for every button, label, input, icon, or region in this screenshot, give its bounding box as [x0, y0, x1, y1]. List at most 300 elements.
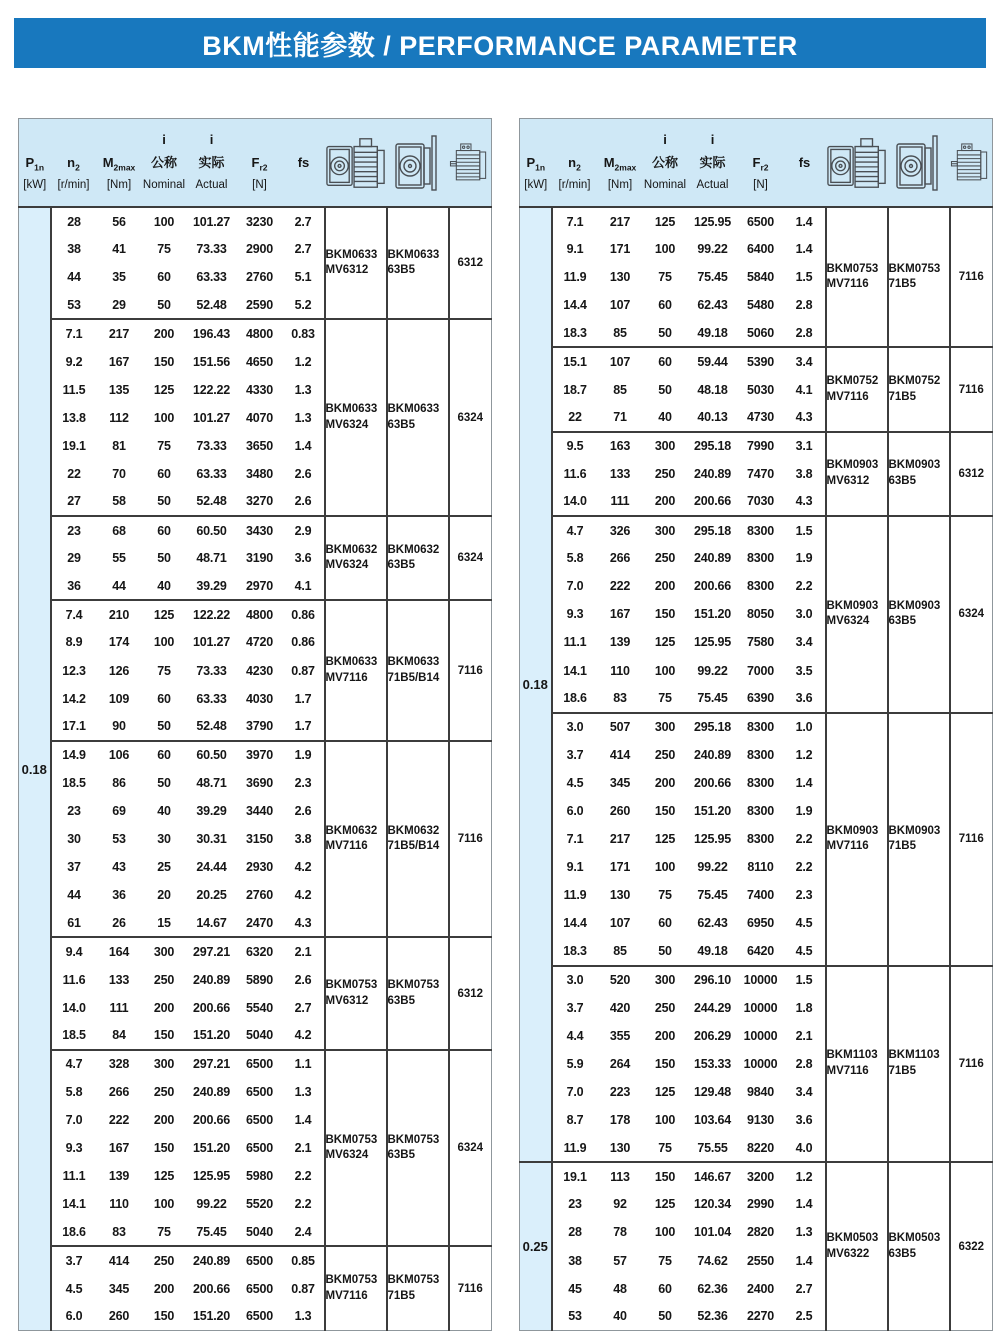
cell-nominal: 100: [654, 1113, 676, 1128]
cell-n2: 36: [67, 578, 81, 593]
cell-nominal: 300: [643, 432, 688, 460]
header-unit: Nominal: [643, 179, 687, 191]
cell-nominal: 50: [157, 297, 171, 312]
cell-fr2: 4720: [245, 635, 273, 650]
cell-actual: 200.66: [192, 1113, 231, 1128]
p1n-cell: 0.18: [19, 207, 51, 1331]
cell-nominal: 75: [157, 438, 171, 453]
bearing-cell: 6312: [449, 937, 492, 1049]
performance-table-right: [519, 118, 993, 1331]
cell-m2max: 222: [108, 1113, 130, 1128]
cell-fr2: 6500: [245, 1141, 273, 1156]
performance-table-left-container: [18, 118, 492, 1331]
model-line: 63B5: [888, 1247, 916, 1260]
cell-nominal: 75: [658, 1140, 672, 1155]
cell-n2: 28: [51, 207, 97, 235]
cell-fr2: 10000: [743, 1056, 778, 1071]
model-line: BKM0903: [888, 459, 941, 472]
cell-m2max: 210: [97, 600, 142, 628]
cell-n2: 18.6: [563, 691, 587, 706]
cell-nominal: 250: [654, 1000, 676, 1015]
cell-n2: 22: [568, 410, 582, 425]
model-mv-cell: [826, 1162, 888, 1331]
table-row: [520, 1162, 993, 1190]
cell-fs: 3.6: [784, 685, 826, 713]
cell-m2max: 90: [112, 719, 126, 734]
cell-actual: 52.48: [196, 719, 227, 734]
cell-n2: 11.9: [563, 270, 587, 285]
cell-actual: 151.20: [693, 804, 732, 819]
header-unit: [Nm]: [607, 179, 633, 191]
cell-fs: 2.8: [784, 1050, 826, 1078]
cell-fs: 1.4: [283, 432, 325, 460]
model-line: BKM0503: [888, 1232, 941, 1245]
cell-n2: 18.3: [563, 325, 587, 340]
cell-n2: 8.7: [566, 1113, 584, 1128]
cell-nominal: 60: [157, 270, 171, 285]
header-symbol: [97, 151, 142, 174]
model-b5-cell: [387, 600, 449, 740]
cell-actual: 196.43: [187, 319, 237, 347]
model-b5-cell: [387, 937, 449, 1049]
bearing-cell: 6322: [950, 1162, 993, 1331]
cell-n2: 18.6: [62, 1224, 86, 1239]
cell-m2max: 69: [112, 804, 126, 819]
cell-fr2: 8300: [746, 775, 774, 790]
cell-m2max: 133: [108, 972, 130, 987]
cell-fs: 2.7: [283, 994, 325, 1022]
cell-fr2: 7580: [746, 635, 774, 650]
cell-n2: 22: [67, 466, 81, 481]
cell-fs: 4.2: [283, 853, 325, 881]
cell-fs: 2.2: [784, 825, 826, 853]
cell-m2max: 328: [97, 1050, 142, 1078]
cell-fr2: 6420: [746, 943, 774, 958]
cell-nominal: 300: [643, 516, 688, 544]
cell-m2max: 83: [613, 691, 627, 706]
cell-fr2: 6400: [746, 242, 774, 257]
model-mv-cell: [826, 516, 888, 713]
cell-nominal: 75: [658, 1253, 672, 1268]
cell-m2max: 29: [112, 297, 126, 312]
header-symbol: [283, 151, 325, 174]
model-mv-cell: [325, 1246, 387, 1330]
table-row: [520, 207, 993, 235]
model-line: MV6312: [325, 994, 369, 1007]
cell-fr2: 8300: [738, 516, 784, 544]
cell-fr2: 3190: [245, 551, 273, 566]
cell-m2max: 507: [598, 713, 643, 741]
header-symbol-sub: 2: [576, 162, 581, 173]
model-line: BKM0633: [387, 403, 440, 416]
cell-fr2: 3200: [738, 1162, 784, 1190]
col-header-i-nominal: [643, 119, 688, 208]
cell-fr2: 5060: [746, 325, 774, 340]
model-line: MV7116: [826, 840, 869, 853]
cell-actual: 99.22: [697, 860, 728, 875]
cell-fr2: 5040: [245, 1028, 273, 1043]
cell-actual: 200.66: [693, 775, 732, 790]
cell-actual: 240.89: [192, 972, 231, 987]
gearbox-flange-icon: [387, 134, 449, 192]
cell-n2: 3.0: [552, 966, 598, 994]
cell-m2max: 130: [609, 270, 631, 285]
cell-fs: 1.3: [283, 404, 325, 432]
cell-nominal: 100: [153, 1197, 175, 1212]
cell-n2: 7.4: [51, 600, 97, 628]
cell-m2max: 171: [609, 242, 631, 257]
cell-fs: 2.4: [283, 1218, 325, 1246]
header-unit: [kW]: [524, 179, 548, 191]
cell-fs: 0.87: [283, 1275, 325, 1303]
cell-fs: 4.5: [784, 909, 826, 937]
col-header-n2: [51, 119, 97, 208]
cell-fr2: 2990: [746, 1197, 774, 1212]
cell-fr2: 8220: [746, 1140, 774, 1155]
cell-actual: 240.89: [693, 551, 732, 566]
header-unit: [r/min]: [558, 179, 591, 191]
cell-fs: 3.8: [283, 825, 325, 853]
cell-fs: 1.2: [283, 347, 325, 375]
cell-actual: 49.18: [697, 325, 728, 340]
cell-actual: 129.48: [693, 1084, 732, 1099]
cell-nominal: 250: [153, 972, 175, 987]
cell-n2: 12.3: [62, 663, 86, 678]
cell-n2: 44: [67, 888, 81, 903]
header-line-top: [19, 128, 51, 151]
cell-nominal: 150: [654, 804, 676, 819]
cell-fr2: 2930: [245, 860, 273, 875]
cell-fs: 3.8: [784, 460, 826, 488]
cell-actual: 73.33: [196, 438, 227, 453]
bearing-cell: 7116: [950, 347, 993, 431]
cell-actual: 73.33: [196, 663, 227, 678]
cell-m2max: 110: [610, 663, 630, 678]
cell-m2max: 111: [109, 1000, 129, 1015]
cell-fs: 4.3: [283, 909, 325, 937]
cell-fr2: 3690: [245, 775, 273, 790]
model-line: BKM0753: [325, 1274, 378, 1287]
cell-nominal: 40: [658, 410, 672, 425]
cell-nominal: 75: [658, 270, 672, 285]
table-row: [520, 347, 993, 375]
cell-m2max: 113: [598, 1162, 643, 1190]
cell-n2: 18.5: [62, 775, 86, 790]
cell-nominal: 60: [157, 691, 171, 706]
cell-actual: 240.89: [693, 747, 732, 762]
cell-nominal: 200: [654, 494, 676, 509]
cell-nominal: 25: [157, 860, 171, 875]
model-line: BKM0903: [826, 599, 879, 612]
cell-fr2: 5480: [746, 298, 774, 313]
cell-m2max: 414: [609, 747, 631, 762]
bearing-cell: 6324: [449, 516, 492, 600]
table-row: [520, 966, 993, 994]
cell-actual: 122.22: [187, 600, 237, 628]
cell-actual: 52.48: [196, 494, 227, 509]
cell-m2max: 355: [609, 1028, 631, 1043]
cell-m2max: 520: [598, 966, 643, 994]
header-symbol: [784, 151, 826, 174]
cell-fs: 2.3: [283, 769, 325, 797]
cell-m2max: 266: [609, 551, 631, 566]
cell-actual: 240.89: [693, 466, 732, 481]
table-row: [19, 1246, 492, 1274]
cell-actual: 99.22: [697, 242, 728, 257]
cell-fr2: 6500: [245, 1084, 273, 1099]
cell-nominal: 60: [142, 741, 187, 769]
model-line: MV6324: [325, 1149, 369, 1162]
cell-nominal: 20: [157, 888, 171, 903]
cell-m2max: 85: [613, 382, 627, 397]
header-line-top: i: [162, 132, 166, 147]
header-symbol-sub: 1n: [34, 162, 45, 173]
col-header-m2max: [97, 119, 142, 208]
cell-fs: 4.2: [283, 881, 325, 909]
cell-nominal: 60: [142, 516, 187, 544]
model-b5-cell: [888, 966, 950, 1163]
cell-n2: 14.2: [62, 691, 86, 706]
model-line: MV6322: [826, 1247, 870, 1260]
cell-fr2: 5040: [245, 1224, 273, 1239]
cell-fs: 1.4: [784, 1246, 826, 1274]
model-line: MV7116: [325, 1289, 368, 1302]
cell-fr2: 2760: [245, 888, 273, 903]
cell-fs: 1.2: [784, 1162, 826, 1190]
cell-nominal: 50: [157, 775, 171, 790]
cell-fs: 4.3: [784, 488, 826, 516]
cell-m2max: 107: [609, 298, 631, 313]
cell-fr2: 5540: [245, 1000, 273, 1015]
header-line-top: i: [710, 132, 715, 147]
cell-fs: 4.0: [784, 1134, 826, 1162]
cell-actual: 122.22: [192, 382, 231, 397]
cell-nominal: 50: [658, 325, 672, 340]
cell-fr2: 10000: [738, 966, 784, 994]
cell-nominal: 50: [658, 1309, 672, 1324]
cell-n2: 4.4: [566, 1028, 584, 1043]
cell-fs: 1.8: [784, 994, 826, 1022]
cell-m2max: 44: [112, 578, 126, 593]
cell-m2max: 57: [613, 1253, 627, 1268]
cell-fr2: 8300: [746, 832, 774, 847]
cell-m2max: 217: [97, 319, 142, 347]
cell-fs: 3.5: [784, 657, 826, 685]
header-symbol: 实际: [699, 155, 726, 170]
cell-actual: 200.66: [693, 494, 732, 509]
cell-actual: 125.95: [192, 1169, 231, 1184]
cell-actual: 73.33: [196, 242, 227, 257]
cell-n2: 9.3: [566, 607, 584, 622]
cell-nominal: 100: [153, 410, 175, 425]
cell-fr2: 5890: [245, 972, 273, 987]
cell-m2max: 326: [598, 516, 643, 544]
cell-n2: 9.1: [566, 242, 584, 257]
cell-m2max: 345: [609, 775, 631, 790]
cell-m2max: 111: [610, 494, 630, 509]
model-b5-cell: [387, 319, 449, 516]
cell-m2max: 223: [609, 1084, 631, 1099]
cell-m2max: 171: [609, 860, 631, 875]
cell-actual: 146.67: [688, 1162, 738, 1190]
cell-fs: 2.6: [283, 488, 325, 516]
model-line: MV6324: [325, 559, 369, 572]
cell-n2: 15.1: [552, 347, 598, 375]
cell-actual: 151.56: [192, 354, 231, 369]
cell-fs: 0.85: [283, 1246, 325, 1274]
model-b5-cell: [888, 432, 950, 516]
cell-m2max: 167: [108, 1141, 130, 1156]
model-line: MV7116: [826, 390, 869, 403]
cell-n2: 9.1: [566, 860, 584, 875]
cell-actual: 101.04: [693, 1225, 732, 1240]
cell-nominal: 200: [654, 579, 676, 594]
cell-m2max: 420: [609, 1000, 631, 1015]
cell-fs: 2.7: [784, 1275, 826, 1303]
cell-nominal: 125: [654, 1197, 676, 1212]
cell-m2max: 222: [609, 579, 631, 594]
cell-nominal: 125: [153, 382, 175, 397]
model-line: 71B5: [888, 390, 916, 403]
cell-fr2: 3480: [245, 466, 273, 481]
gearmotor-icon: [826, 134, 888, 192]
cell-m2max: 83: [112, 1224, 126, 1239]
cell-nominal: 150: [153, 1309, 175, 1324]
cell-fs: 4.1: [784, 376, 826, 404]
model-line: 63B5: [387, 264, 415, 277]
cell-fs: 2.2: [283, 1190, 325, 1218]
model-b5-cell: [387, 1246, 449, 1330]
model-line: BKM0632: [387, 543, 440, 556]
cell-n2: 38: [568, 1253, 582, 1268]
cell-fr2: 4800: [237, 600, 283, 628]
cell-fs: 2.3: [784, 881, 826, 909]
cell-actual: 52.36: [697, 1309, 728, 1324]
cell-fr2: 5520: [245, 1197, 273, 1212]
cell-fs: 1.3: [283, 1078, 325, 1106]
cell-actual: 125.95: [693, 832, 732, 847]
cell-fr2: 8300: [746, 747, 774, 762]
model-mv-cell: [826, 207, 888, 347]
header-line-top: [51, 128, 97, 151]
cell-m2max: 26: [112, 915, 126, 930]
cell-actual: 151.20: [192, 1309, 231, 1324]
cell-m2max: 174: [108, 635, 130, 650]
cell-fs: 3.1: [784, 432, 826, 460]
page-title: BKM性能参数 / PERFORMANCE PARAMETER: [14, 18, 986, 68]
cell-actual: 297.21: [187, 1050, 237, 1078]
cell-n2: 9.2: [65, 354, 83, 369]
cell-m2max: 414: [97, 1246, 142, 1274]
cell-actual: 240.89: [192, 1084, 231, 1099]
model-line: BKM1103: [826, 1049, 878, 1062]
cell-actual: 99.22: [697, 663, 728, 678]
header-line-top: [283, 128, 325, 151]
cell-n2: 4.5: [566, 775, 584, 790]
header-unit: [784, 174, 826, 197]
cell-n2: 14.0: [62, 1000, 86, 1015]
cell-actual: 125.95: [688, 207, 738, 235]
cell-actual: 295.18: [688, 713, 738, 741]
cell-actual: 295.18: [688, 432, 738, 460]
header-unit: Nominal: [142, 179, 186, 191]
cell-m2max: 41: [112, 242, 126, 257]
cell-nominal: 200: [142, 319, 187, 347]
cell-n2: 44: [67, 270, 81, 285]
header-symbol-sub: r2: [760, 162, 769, 173]
model-line: BKM0632: [325, 824, 378, 837]
cell-actual: 24.44: [196, 860, 227, 875]
cell-fs: 1.5: [784, 966, 826, 994]
cell-n2: 30: [67, 832, 81, 847]
model-line: 63B5: [888, 474, 916, 487]
cell-fr2: 7470: [746, 466, 774, 481]
cell-n2: 4.7: [552, 516, 598, 544]
cell-actual: 62.43: [697, 298, 728, 313]
cell-actual: 30.31: [196, 832, 227, 847]
cell-fr2: 2760: [245, 270, 273, 285]
cell-actual: 297.21: [187, 937, 237, 965]
cell-fr2: 10000: [743, 1000, 778, 1015]
tables-area: [18, 118, 993, 1331]
cell-fr2: 3430: [237, 516, 283, 544]
cell-nominal: 75: [157, 663, 171, 678]
cell-nominal: 60: [658, 1281, 672, 1296]
cell-n2: 3.7: [566, 1000, 584, 1015]
cell-fr2: 6500: [237, 1050, 283, 1078]
cell-m2max: 35: [112, 270, 126, 285]
cell-nominal: 150: [643, 1162, 688, 1190]
cell-n2: 11.1: [563, 635, 587, 650]
p1n-cell: 0.18: [520, 207, 552, 1162]
cell-nominal: 200: [153, 1000, 175, 1015]
cell-m2max: 85: [613, 943, 627, 958]
cell-nominal: 50: [157, 551, 171, 566]
cell-nominal: 125: [654, 1084, 676, 1099]
cell-nominal: 200: [654, 1028, 676, 1043]
cell-actual: 48.18: [697, 382, 728, 397]
cell-fr2: 2900: [245, 242, 273, 257]
col-header-fs: [784, 119, 826, 208]
cell-fr2: 8300: [746, 551, 774, 566]
cell-m2max: 217: [609, 832, 631, 847]
model-line: BKM0753: [325, 1133, 378, 1146]
cell-fr2: 6500: [245, 1309, 273, 1324]
table-row: [520, 432, 993, 460]
cell-nominal: 75: [157, 242, 171, 257]
header-symbol-text: M: [102, 155, 114, 170]
cell-nominal: 100: [654, 242, 676, 257]
cell-n2: 9.3: [65, 1141, 83, 1156]
header-row: [19, 119, 492, 208]
model-line: BKM1103: [888, 1049, 940, 1062]
p1n-cell: 0.25: [520, 1162, 552, 1331]
cell-n2: 11.9: [563, 1140, 587, 1155]
cell-nominal: 125: [153, 1169, 175, 1184]
icon-header-cell: [449, 119, 492, 208]
bearing-cell: 6324: [449, 1050, 492, 1247]
model-line: MV7116: [826, 278, 869, 291]
cell-n2: 14.4: [563, 298, 587, 313]
header-unit: [kW]: [23, 179, 47, 191]
table-row: [19, 741, 492, 769]
cell-nominal: 150: [153, 1141, 175, 1156]
header-symbol-text: F: [251, 155, 260, 170]
table-row: [19, 600, 492, 628]
cell-n2: 14.1: [563, 663, 587, 678]
cell-fr2: 2400: [746, 1281, 774, 1296]
cell-fr2: 7000: [746, 663, 774, 678]
